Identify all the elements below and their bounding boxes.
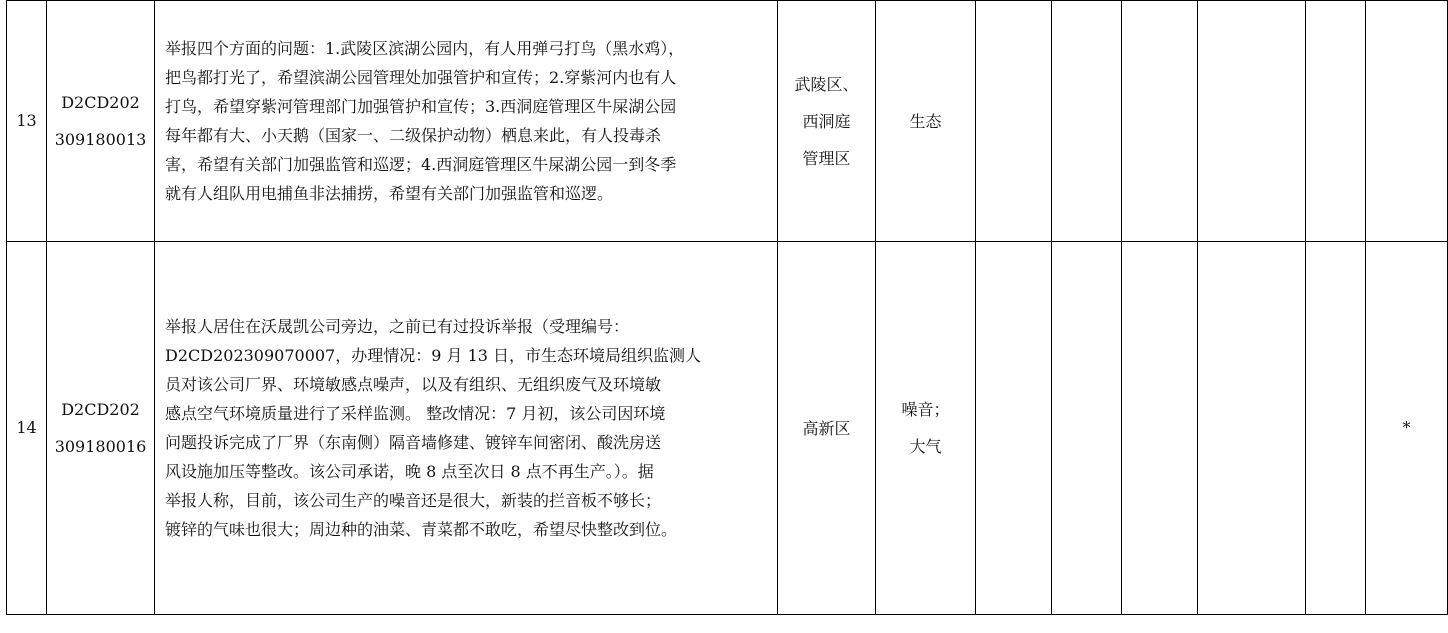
category-cell: [876, 242, 976, 615]
extra-cell: [1366, 1, 1448, 242]
region-line: 管理区: [802, 148, 851, 168]
content-line: 举报人称，目前，该公司生产的噪音还是很大，新装的拦音板不够长；: [165, 491, 662, 510]
case-code-line: 309180016: [54, 437, 147, 456]
content-line: 打鸟，希望穿紫河管理部门加强管护和宣传；3.西洞庭管理区牛屎湖公园: [165, 97, 677, 116]
table-row: [7, 242, 1448, 615]
region-cell: [778, 1, 876, 242]
content-line: 举报人居住在沃晟凯公司旁边，之前已有过投诉举报（受理编号：: [165, 317, 630, 336]
row-number-cell: 14: [7, 242, 47, 615]
content-line: 风设施加压等整改。该公司承诺，晚 8 点至次日 8 点不再生产。）。据: [165, 462, 654, 481]
content-line: 员对该公司厂界、环境敏感点噪声，以及有组织、无组织废气及环境敏: [165, 375, 662, 394]
content-line: 就有人组队用电捕鱼非法捕捞，希望有关部门加强监管和巡逻。: [165, 184, 614, 203]
extra-cell: *: [1366, 242, 1448, 615]
complaint-table: [6, 0, 1448, 615]
table-row: [7, 1, 1448, 242]
category-cell: [876, 1, 976, 242]
case-code-cell: [47, 242, 155, 615]
region-line: 高新区: [802, 418, 851, 438]
extra-cell: [1198, 1, 1306, 242]
region-line: 西洞庭: [802, 111, 851, 131]
row-number-cell: 13: [7, 1, 47, 242]
extra-cell: [976, 1, 1052, 242]
category-line: 大气: [909, 437, 942, 456]
case-code-cell: [47, 1, 155, 242]
category-line: 噪音；: [901, 400, 950, 419]
extra-cell: [1306, 242, 1366, 615]
case-code-line: D2CD202: [61, 400, 140, 419]
extra-cell: [1306, 1, 1366, 242]
extra-cell: [1052, 242, 1122, 615]
region-cell: [778, 242, 876, 615]
content-line: 感点空气环境质量进行了采样监测。 整改情况：7 月初，该公司因环境: [165, 404, 666, 423]
extra-cell: [1052, 1, 1122, 242]
content-line: 害，希望有关部门加强监管和巡逻；4.西洞庭管理区牛屎湖公园一到冬季: [165, 155, 677, 174]
complaint-content-cell: [155, 242, 778, 615]
content-line: 每年都有大、小天鹅（国家一、二级保护动物）栖息来此，有人投毒杀: [165, 126, 662, 145]
case-code-line: 309180013: [54, 130, 147, 149]
complaint-table-sheet: [6, 0, 1411, 628]
content-line: D2CD202309070007，办理情况：9 月 13 日，市生态环境局组织监测人: [165, 346, 702, 365]
extra-cell: [1198, 242, 1306, 615]
content-line: 把鸟都打光了，希望滨湖公园管理处加强管护和宣传；2.穿紫河内也有人: [165, 68, 677, 87]
case-code-line: D2CD202: [61, 93, 140, 112]
complaint-content-cell: [155, 1, 778, 242]
content-line: 镀锌的气味也很大；周边种的油菜、青菜都不敢吃，希望尽快整改到位。: [165, 520, 678, 539]
category-line: 生态: [909, 111, 942, 131]
extra-cell: [1122, 1, 1198, 242]
content-line: 举报四个方面的问题：1.武陵区滨湖公园内，有人用弹弓打鸟（黑水鸡），: [165, 39, 685, 58]
extra-cell: [976, 242, 1052, 615]
content-line: 问题投诉完成了厂界（东南侧）隔音墙修建、镀锌车间密闭、酸洗房送: [165, 433, 662, 452]
region-line: 武陵区、: [794, 74, 859, 94]
extra-cell: [1122, 242, 1198, 615]
